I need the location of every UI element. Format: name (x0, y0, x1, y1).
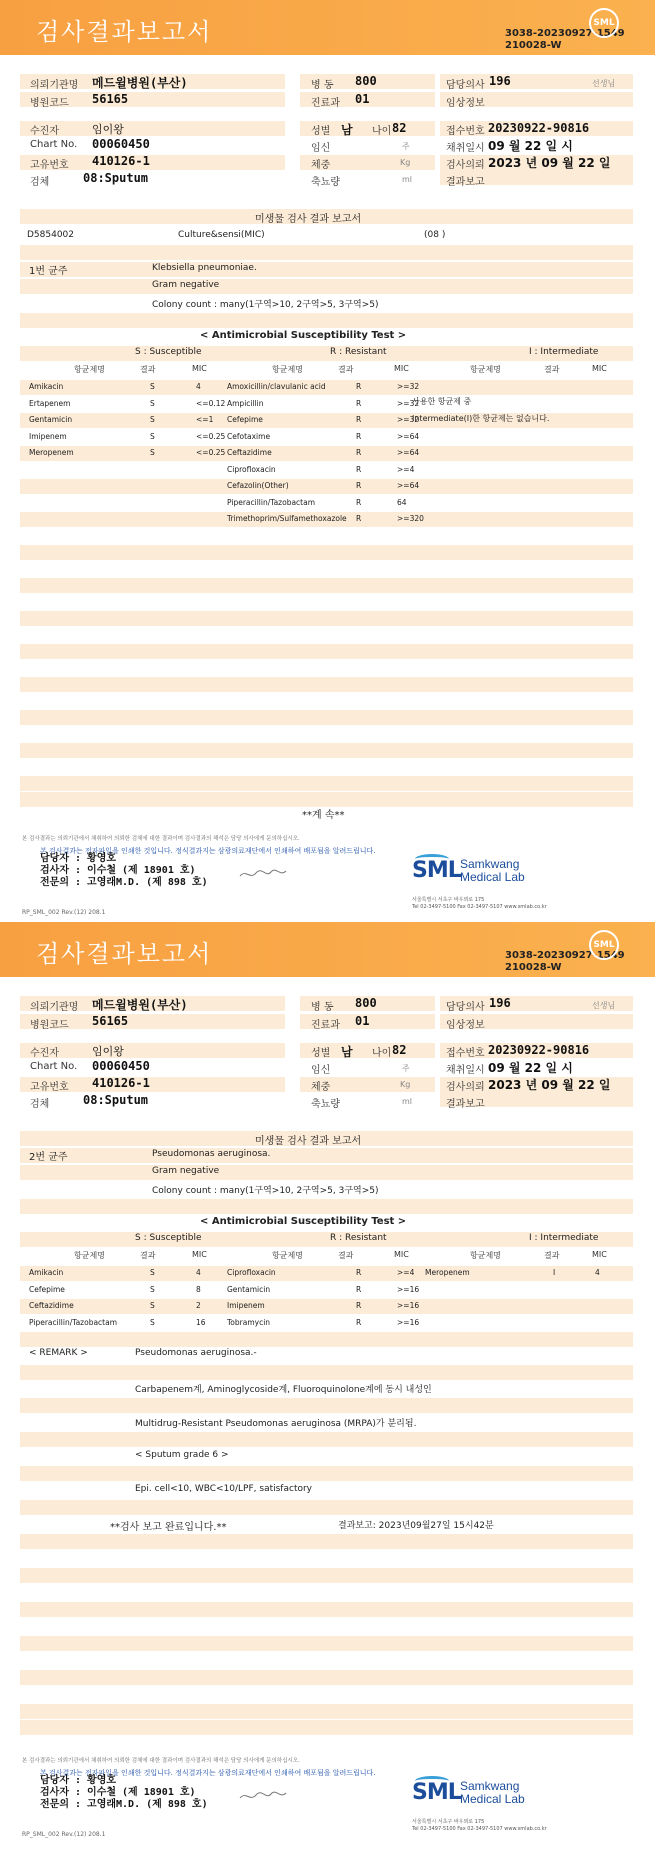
drug-name: Ciprofloxacin (227, 1268, 276, 1277)
drug-name: Imipenem (29, 431, 67, 441)
sex-label: 성별 (311, 126, 331, 137)
drug-name: Ciprofloxacin (227, 464, 276, 474)
drug-mic: >=16 (397, 1317, 420, 1327)
sig-specialist: 전문의 : 고영래M.D. (제 898 호) (40, 877, 208, 888)
drug-name: Trimethoprim/Sulfamethoxazole (227, 514, 347, 523)
urine-unit: ml (402, 1097, 413, 1106)
col-result-header: 결과 (140, 1251, 156, 1260)
report-header (0, 0, 655, 55)
dept-label: 진료과 (311, 98, 340, 109)
organism: Klebsiella pneumoniae. (152, 263, 257, 273)
drug-mic: 16 (196, 1317, 206, 1327)
sml-logo-icon: SML (589, 930, 619, 960)
collect-label: 채취일시 (446, 143, 485, 154)
gram-stain: Gram negative (152, 1166, 220, 1176)
accession-label: 접수번호 (446, 126, 485, 137)
report-header (0, 922, 655, 977)
order-specimen: (08 ) (424, 230, 446, 240)
doctor-label: 담당의사 (446, 80, 485, 91)
drug-name: Ceftazidime (29, 1301, 74, 1310)
legend-susceptible: S : Susceptible (135, 1233, 202, 1243)
request-label: 검사의뢰 (446, 160, 485, 171)
drug-name: Ceftazidime (227, 448, 272, 457)
drug-name: Gentamicin (29, 415, 73, 424)
accession-value: 20230922-90816 (488, 121, 590, 135)
drug-result: R (356, 398, 362, 408)
age-label: 나이 (372, 126, 392, 137)
request-value: 2023 년 09 월 22 일 (488, 156, 611, 170)
colony-count: Colony count : many(1구역>10, 2구역>5, 3구역>5) (152, 1186, 379, 1196)
doctor-sign: 선생님 (592, 79, 616, 88)
drug-mic: >=4 (397, 1268, 415, 1277)
sig-tester: 검사자 : 이수철 (제 18901 호) (40, 1787, 196, 1798)
samkwang-logo: SML Samkwang Medical Lab (412, 856, 572, 896)
note-line1: 사용한 항균제 중 (412, 397, 472, 406)
urine-label: 축뇨량 (311, 177, 340, 188)
company-phone: Tel 02-3497-5100 Fax 02-3497-5107 www.smlab.co.kr (412, 904, 547, 910)
drug-name: Amoxicillin/clavulanic acid (227, 382, 326, 391)
drug-mic: 2 (196, 1301, 201, 1310)
unique-label: 고유번호 (30, 1082, 69, 1093)
ward-label: 병 동 (311, 80, 334, 91)
request-label: 검사의뢰 (446, 1082, 485, 1093)
col-mic-header: MIC (394, 1250, 409, 1259)
drug-name: Cefepime (29, 1284, 65, 1294)
drug-name: Meropenem (425, 1268, 470, 1277)
report-page-1 (0, 0, 655, 920)
drug-result: R (356, 448, 362, 457)
drug-mic: >=64 (397, 431, 420, 441)
col-drug-header: 항균제명 (74, 1251, 105, 1260)
drug-result: S (150, 431, 155, 441)
sig-specialist: 전문의 : 고영래M.D. (제 898 호) (40, 1799, 208, 1810)
weight-unit: Kg (400, 1080, 411, 1089)
drug-result: S (150, 382, 155, 391)
pregnancy-label: 임신 (311, 143, 331, 154)
col-result-header: 결과 (338, 365, 354, 374)
report-page-2 (0, 922, 655, 1842)
hospital-code-label: 병원코드 (30, 98, 69, 109)
drug-result: S (150, 415, 155, 424)
drug-result: I (553, 1268, 556, 1277)
isolate-label: 2번 균주 (29, 1152, 68, 1163)
drug-result: S (150, 1317, 155, 1327)
order-code: D5854002 (27, 230, 75, 240)
drug-name: Tobramycin (227, 1317, 271, 1327)
footer-notice: 본 검사결과는 의뢰기관에서 채취하여 의뢰한 검체에 대한 결과이며 검사결과의 해석은 담당 의사에게 문의하십시오. (22, 836, 300, 842)
note-line2: Intermediate(I)한 항균제는 없습니다. (412, 414, 550, 423)
specimen-label: 검체 (30, 177, 50, 188)
drug-mic: >=64 (397, 481, 420, 490)
organism: Pseudomonas aeruginosa. (152, 1149, 271, 1159)
colony-count: Colony count : many(1구역>10, 2구역>5, 3구역>5) (152, 300, 379, 310)
section-title: 미생물 검사 결과 보고서 (255, 1136, 362, 1147)
pregnancy-unit: 주 (402, 1064, 410, 1073)
doctor-label: 담당의사 (446, 1002, 485, 1013)
drug-mic: >=32 (397, 398, 420, 408)
pregnancy-label: 임신 (311, 1065, 331, 1076)
dept-value: 01 (355, 1014, 370, 1028)
age-value: 82 (392, 121, 407, 135)
legend-resistant: R : Resistant (330, 1233, 387, 1243)
drug-mic: <=1 (196, 415, 214, 424)
sex-value: 남 (341, 123, 353, 137)
isolate-label: 1번 균주 (29, 266, 68, 277)
weight-label: 체중 (311, 1082, 331, 1093)
institution-label: 의뢰기관명 (30, 80, 79, 91)
company-phone: Tel 02-3497-5100 Fax 02-3497-5107 www.smlab.co.kr (412, 1826, 547, 1832)
drug-result: R (356, 514, 362, 523)
pregnancy-unit: 주 (402, 142, 410, 151)
report-id: 3038-20230927-1549 210028-W (505, 28, 625, 51)
report-id: 3038-20230927-1549 210028-W (505, 950, 625, 973)
legend-intermediate: I : Intermediate (529, 1233, 599, 1243)
drug-mic: >=16 (397, 1301, 420, 1310)
collect-value: 09 월 22 일 시 (488, 1061, 573, 1075)
report-title: 검사결과보고서 (36, 18, 213, 46)
age-label: 나이 (372, 1048, 392, 1059)
drug-result: R (356, 497, 362, 507)
clinical-label: 임상정보 (446, 98, 485, 109)
drug-mic: 4 (196, 382, 201, 391)
col-mic-header: MIC (192, 364, 207, 373)
col-result-header: 결과 (338, 1251, 354, 1260)
col-result-header: 결과 (544, 365, 560, 374)
specimen-value: 08:Sputum (83, 1093, 149, 1107)
drug-mic: >=32 (397, 382, 420, 391)
drug-name: Amikacin (29, 382, 64, 391)
col-mic-header: MIC (592, 364, 607, 373)
request-value: 2023 년 09 월 22 일 (488, 1078, 611, 1092)
receiver-label: 수진자 (30, 126, 59, 137)
drug-name: Piperacillin/Tazobactam (29, 1317, 118, 1327)
drug-mic: >=64 (397, 448, 420, 457)
col-mic-header: MIC (394, 364, 409, 373)
hospital-code-label: 병원코드 (30, 1020, 69, 1031)
drug-mic: <=0.12 (196, 398, 226, 408)
institution-label: 의뢰기관명 (30, 1002, 79, 1013)
legend-intermediate: I : Intermediate (529, 347, 599, 357)
chart-value: 00060450 (92, 137, 150, 151)
drug-result: R (356, 382, 362, 391)
drug-name: Cefotaxime (227, 431, 271, 441)
sig-staff: 담당자 : 황영호 (40, 1775, 117, 1786)
signature-scribble-icon (238, 1789, 288, 1803)
drug-name: Cefazolin(Other) (227, 481, 289, 490)
drug-result: S (150, 1284, 155, 1294)
institution-value: 메드윌병원(부산) (92, 76, 188, 90)
drug-mic: 8 (196, 1284, 201, 1294)
remark-organism: Pseudomonas aeruginosa.- (135, 1348, 257, 1358)
ward-value: 800 (355, 74, 377, 88)
drug-mic: 4 (196, 1268, 201, 1277)
clinical-label: 임상정보 (446, 1020, 485, 1031)
collect-value: 09 월 22 일 시 (488, 139, 573, 153)
company-address: 서울특별시 서초구 바우뫼로 175 (412, 897, 485, 903)
drug-mic: 64 (397, 497, 407, 507)
report-label: 결과보고 (446, 1099, 485, 1110)
drug-mic: >=32 (397, 415, 420, 424)
sig-tester: 검사자 : 이수철 (제 18901 호) (40, 865, 196, 876)
receiver-value: 임이왕 (92, 123, 124, 136)
receiver-value: 임이왕 (92, 1045, 124, 1058)
drug-result: R (356, 415, 362, 424)
drug-result: R (356, 1317, 362, 1327)
hospital-code-value: 56165 (92, 92, 129, 106)
drug-name: Gentamicin (227, 1284, 271, 1294)
chart-value: 00060450 (92, 1059, 150, 1073)
drug-name: Ertapenem (29, 398, 71, 408)
doctor-value: 196 (489, 996, 511, 1010)
sml-logo-icon: SML (589, 8, 619, 38)
drug-result: R (356, 1301, 362, 1310)
complete-text: **검사 보고 완료입니다.** (110, 1522, 227, 1533)
institution-value: 메드윌병원(부산) (92, 998, 188, 1012)
order-name: Culture&sensi(MIC) (178, 230, 265, 240)
ast-title: < Antimicrobial Susceptibility Test > (200, 330, 407, 341)
col-result-header: 결과 (140, 365, 156, 374)
col-drug-header: 항균제명 (74, 365, 105, 374)
company-address: 서울특별시 서초구 바우뫼로 175 (412, 1819, 485, 1825)
drug-name: Piperacillin/Tazobactam (227, 497, 316, 507)
urine-label: 축뇨량 (311, 1099, 340, 1110)
drug-mic: <=0.25 (196, 448, 226, 457)
ward-value: 800 (355, 996, 377, 1010)
footer-print-notice: 본 검사결과는 전자파일을 인쇄한 것입니다. 정식결과지는 삼광의료재단에서 인쇄하여 배포됨을 알려드립니다. (40, 847, 376, 855)
gram-stain: Gram negative (152, 280, 220, 290)
receiver-label: 수진자 (30, 1048, 59, 1059)
remark-label: < REMARK > (29, 1348, 88, 1358)
continue-text: **계 속** (302, 810, 345, 821)
remark-resistance: Carbapenem계, Aminoglycoside계, Fluoroquinolone계에 동시 내성인 (135, 1385, 432, 1395)
report-title: 검사결과보고서 (36, 940, 213, 968)
drug-mic: >=16 (397, 1284, 420, 1294)
drug-name: Cefepime (227, 415, 263, 424)
section-title: 미생물 검사 결과 보고서 (255, 214, 362, 225)
doctor-value: 196 (489, 74, 511, 88)
remark-cells: Epi. cell<10, WBC<10/LPF, satisfactory (135, 1484, 313, 1494)
unique-value: 410126-1 (92, 1076, 150, 1090)
col-drug-header: 항균제명 (470, 1251, 501, 1260)
signature-scribble-icon (238, 867, 288, 881)
drug-name: Imipenem (227, 1301, 265, 1310)
sex-label: 성별 (311, 1048, 331, 1059)
unique-value: 410126-1 (92, 154, 150, 168)
legend-susceptible: S : Susceptible (135, 347, 202, 357)
drug-mic: <=0.25 (196, 431, 226, 441)
drug-result: R (356, 1268, 362, 1277)
weight-label: 체중 (311, 160, 331, 171)
col-mic-header: MIC (592, 1250, 607, 1259)
drug-mic: 4 (595, 1268, 600, 1277)
remark-mrpa: Multidrug-Resistant Pseudomonas aeruginosa (MRPA)가 분리됨. (135, 1419, 417, 1429)
drug-result: R (356, 464, 362, 474)
samkwang-logo: SML Samkwang Medical Lab (412, 1778, 572, 1818)
remark-sputum-grade: < Sputum grade 6 > (135, 1450, 229, 1460)
col-result-header: 결과 (544, 1251, 560, 1260)
drug-result: R (356, 1284, 362, 1294)
specimen-label: 검체 (30, 1099, 50, 1110)
ward-label: 병 동 (311, 1002, 334, 1013)
hospital-code-value: 56165 (92, 1014, 129, 1028)
dept-label: 진료과 (311, 1020, 340, 1031)
chart-label: Chart No. (30, 139, 78, 150)
accession-label: 접수번호 (446, 1048, 485, 1059)
legend-resistant: R : Resistant (330, 347, 387, 357)
footer-notice: 본 검사결과는 의뢰기관에서 채취하여 의뢰한 검체에 대한 결과이며 검사결과의 해석은 담당 의사에게 문의하십시오. (22, 1758, 300, 1764)
specimen-value: 08:Sputum (83, 171, 149, 185)
drug-result: S (150, 1301, 155, 1310)
drug-result: S (150, 398, 155, 408)
ast-title: < Antimicrobial Susceptibility Test > (200, 1216, 407, 1227)
report-time: 결과보고: 2023년09월27일 15시42분 (338, 1521, 494, 1531)
doctor-sign: 선생님 (592, 1001, 616, 1010)
drug-name: Ampicillin (227, 398, 264, 408)
col-mic-header: MIC (192, 1250, 207, 1259)
drug-result: R (356, 481, 362, 490)
col-drug-header: 항균제명 (272, 1251, 303, 1260)
weight-unit: Kg (400, 158, 411, 167)
age-value: 82 (392, 1043, 407, 1057)
form-code: RP_SML_002 Rev.(12) 208.1 (22, 1831, 106, 1838)
col-drug-header: 항균제명 (470, 365, 501, 374)
footer-print-notice: 본 검사결과는 전자파일을 인쇄한 것입니다. 정식결과지는 삼광의료재단에서 인쇄하여 배포됨을 알려드립니다. (40, 1769, 376, 1777)
col-drug-header: 항균제명 (272, 365, 303, 374)
sig-staff: 담당자 : 황영호 (40, 853, 117, 864)
chart-label: Chart No. (30, 1061, 78, 1072)
form-code: RP_SML_002 Rev.(12) 208.1 (22, 909, 106, 916)
drug-name: Meropenem (29, 448, 74, 457)
drug-result: S (150, 448, 155, 457)
drug-result: S (150, 1268, 155, 1277)
dept-value: 01 (355, 92, 370, 106)
unique-label: 고유번호 (30, 160, 69, 171)
report-label: 결과보고 (446, 177, 485, 188)
urine-unit: ml (402, 175, 413, 184)
sex-value: 남 (341, 1045, 353, 1059)
drug-mic: >=320 (397, 514, 424, 523)
drug-name: Amikacin (29, 1268, 64, 1277)
drug-result: R (356, 431, 362, 441)
drug-mic: >=4 (397, 464, 415, 474)
accession-value: 20230922-90816 (488, 1043, 590, 1057)
collect-label: 채취일시 (446, 1065, 485, 1076)
